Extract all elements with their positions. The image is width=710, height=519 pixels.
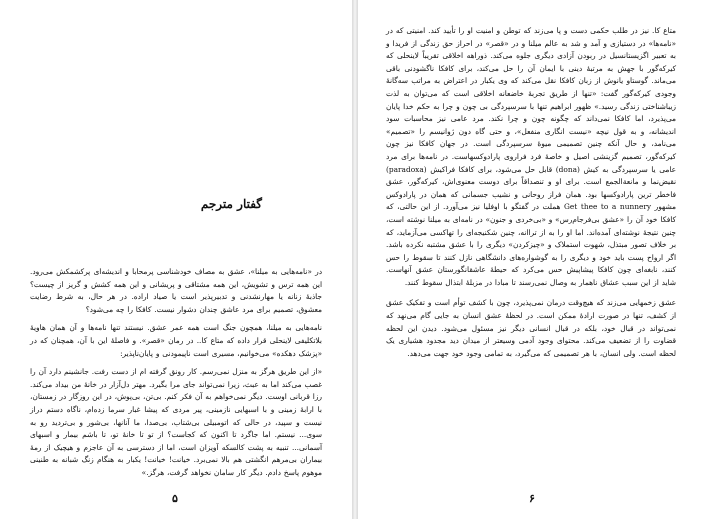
paragraph: عشق زخمهایی می‌زند که هیچ‌وقت درمان نمی‌پذیرد، چون با کشف توأم است و تفکیک عشق از کشف، تنها در صورت ارادهٔ ممکن است. در لحظهٔ عشق انسان به جایی گام می‌نهد که نمی‌تواند در قبال خود، بلکه در قبال انسانی دیگر نیز مسئول می‌شود. دیدن این لحظه قضاوت را از تضعیف می‌کند. محتوای وجود آدمی وسیعتر از میدان دید مجدود هشیاری یک لحظه است. ولی انسان، با هر تصمیمی که می‌گیرد، به تمامی وجود خود جهت می‌دهد. <box>386 298 676 358</box>
paragraph: نامه‌هایی به میلنا، همچون جنگ است همه عمر عشق. نیستند تنها نامه‌ها و آن همان هاویهٔ بلاتکلیفی لاینحلی قرار داده که متاع کا.. در رمان «قصر». و فاصلهٔ این با آن، همچنان که در «پزشک دهکده» می‌خوانیم، مسیری است ناپیمودنی و پایان‌ناپذیر: <box>30 323 322 358</box>
page-number: ۵ <box>172 492 178 505</box>
paragraph: در «نامه‌هایی به میلنا»، عشق به مصاف خودشناسی پرمحابا و اندیشه‌ای پرکشمکش می‌رود. این همه ترس و تشویش، این همه مشتاقی و پریشانی و این همه کشش و گریز از چیست؟ جاذبهٔ زنانه یا مهارنشدنی و تدبیرپذیر است یا صیاد اراده. در هر حال، به شرط رضایت معشوق، تصمیم برای مرد عاشق چندان دشوار نیست. کافکا را چه می‌شود؟ <box>30 267 322 314</box>
translator-preface-heading: گفتار مترجم <box>200 197 262 211</box>
right-page <box>358 0 710 519</box>
paragraph: متاع کا. نیز در طلب حکمی دست و پا می‌زند که توطن و امنیت او را تأیید کند. امنیتی که در «نامه‌ها» در دستیازی و آمد و شد به عالم میلنا و در «قصر» در احراز حق زندگی از فریدا و به تعبیر اگزیستانسیل در ربودن آزادی دیگری جلوه می‌کند. ذوراهه اخلاقی تقریباً لاینحلی که کیرکه‌گور با جهش به مرتبهٔ دینی با ایمان آن را حل می‌کند، برای کافکا نا‌گشودنی باقی می‌ماند. گوستاو یانوش از زبان کافکا نقل می‌کند که وی یکبار در اعتراض به مراتب سه‌گانهٔ وجودی کیرکه‌گور گفت: «تنها از طریق تجربهٔ خاضعانه اخلاقی است که می‌توان به لذت زیباشناختی زندگی رسید.» ظهور ابراهیم تنها با سرسپردگی بی چون و چرا به حکم خدا پایان می‌پذیرد، اما کافکا نمی‌داند که چگونه چون و چرا نکند. مرد عامی نیز محاسبات سود اندیشانه، و به قول نیچه «نیست انگاری منفعل»، و حتی گاه دون ژوانیسم را «تصمیم» می‌نامد، و حال آنکه چنین تصمیمی میوهٔ سرسپردگی است. در جهان کافکا نیز چون کیرکه‌گور، تصمیم گزینشی اصیل و خاصهٔ فرد فراروی پارادوکسهاست. در نامه‌ها برای مرد عامی یا سرسپردگی به کیش (dona) قابل حل می‌شود، برای کافکا فراکیش (paradoxa) نقیض‌نما و مانعةالجمع است. برای او و تنصداقاً برای دوست معنوی‌اش، کیرکه‌گور، عشق فاخطر ترین پارادوکسها بود. همان فراز روحانی و نشیب جسمانی که همان در پارادوکس مشهور Get thee to a nunnery هملت در گفتگو با اوفلیا نیز می‌آورد. از این حالتی، که کافکا خود آن را «عشق بی‌فرجام‌رس» و «بی‌خردی و جنون» در نامه‌ای به میلنا نوشته است، چنین نتیجهٔ نوشته‌ای آمده‌اند. اما او را به از تراانه، چنین شکنیجه‌ای را تهاکسی می‌آزماید، که بر خلاف تصور مبتذل، شهوت استملاک و «چیزکردن» دیگری را با عشق مشتبه نکرده باشد. اگر ارواح پست باید خود و دیگری را به گوشواره‌های دانشگاهی نازل کنند تا سقوط را حس کنند، نابغه‌ای چون کافکا پیشاپیش حس می‌کرد که حیطهٔ عاشقانگورستان عشق آنهاست. شاید از این سبب عشاق ناهمار به وصال نمی‌رسند تا مبادا در مزبلهٔ ابتذال سقوط کنند. <box>386 26 677 287</box>
left-page <box>0 0 352 519</box>
right-page-body <box>386 25 676 364</box>
quoted-paragraph: «از این طریق هرگز به منزل نمی‌رسم. کار رونق گرفته ام از دست رفت. جانشینم دارد آن را غصب می‌کند اما به عبث، زیرا نمی‌تواند جای مرا بگیرد. مهتر دل‌آزار در خانهٔ من بیداد می‌کند. رزا قربانی اوست. دیگر نمی‌خواهم به آن فکر کنم. بی‌تن، بی‌پوش، در این روزگار در زمستان، با ارابهٔ زمینی و با اسبهایی نازمینی، پیر مردی که پیشا غبار سرما زده‌ام، ناگاه دستم دراز نیست و سپید، در حالی که اتومبیلی بی‌شتاب، بی‌صدا، ما آنانها، بی‌شور و بی‌تردید رو به سوی... نیستم. اما جاگرد تا اکنون که کجاست؟ از تو تا خانهٔ تو، تا باشم بیمار و اسبهای آسمانی... تنبیه به پشت کالسکه آویزان است، اما از دسترسی به آن عاجزم و هیچیک از رمهٔ بیماران بی‌مرهم انگشتی هم بالا نمی‌برد. خیانت! خیانت! یکبار به هنگام زنگ شبانه به طنینی موهوم پاسخ دادم. دیگر کار سامان نخواهد گرفت، هرگز.» <box>30 367 322 477</box>
page-number: ۶ <box>529 492 535 505</box>
left-page-body <box>30 266 322 484</box>
